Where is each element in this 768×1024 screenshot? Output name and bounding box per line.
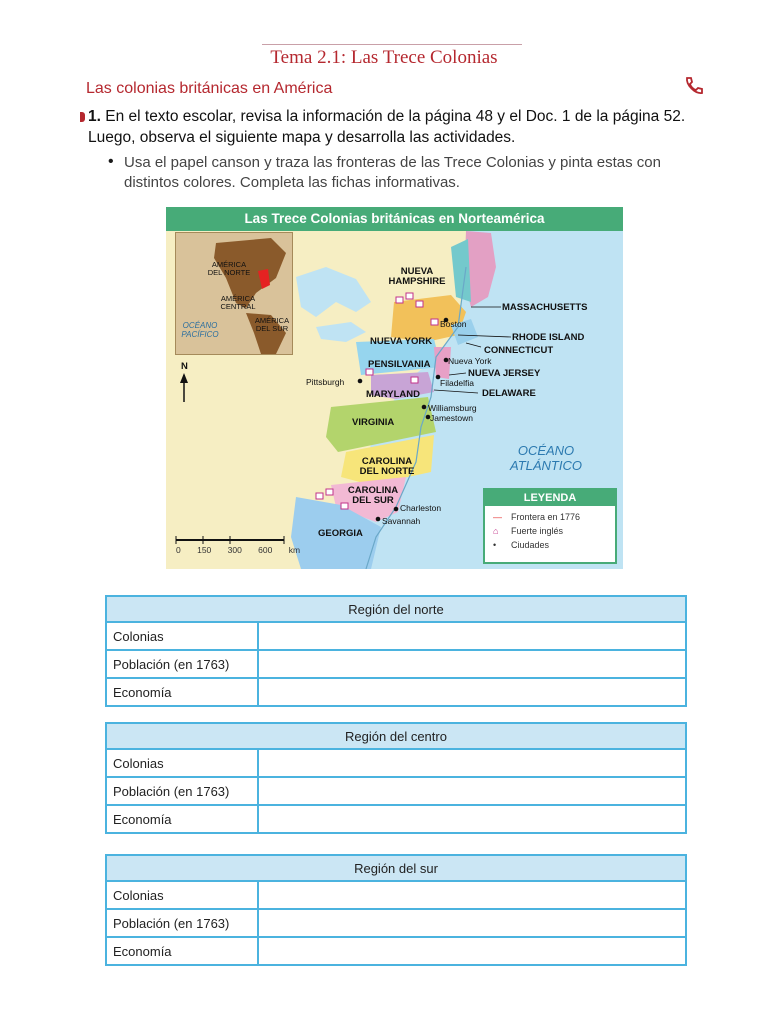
label-south-carolina: CAROLINA DEL SUR [347, 485, 399, 506]
colonies-map [166, 207, 623, 569]
city-savannah: Savannah [382, 516, 421, 526]
answer-cell[interactable] [258, 805, 686, 833]
phone-icon [682, 74, 706, 98]
table-row [106, 881, 686, 909]
row-label: Población (en 1763) [106, 650, 258, 678]
answer-cell[interactable] [258, 650, 686, 678]
legend-item-city: • Ciudades [493, 540, 550, 550]
label-virginia: VIRGINIA [352, 417, 395, 428]
fort-icon [316, 493, 323, 499]
page-title: Tema 2.1: Las Trece Colonias [270, 47, 498, 68]
table-row [106, 937, 686, 965]
inset-label-north: AMÉRICA DEL NORTE [207, 260, 251, 277]
inset-label-south: AMÉRICA DEL SUR [254, 316, 290, 333]
row-label: Colonias [106, 881, 258, 909]
map-legend [483, 488, 617, 564]
row-label: Población (en 1763) [106, 777, 258, 805]
answer-cell[interactable] [258, 909, 686, 937]
city-new-york: Nueva York [448, 356, 492, 366]
label-new-hampshire: NUEVA HAMPSHIRE [388, 266, 446, 287]
table-row [106, 909, 686, 937]
city-dot [358, 379, 363, 384]
scale-label: 0 150 300 600 km [176, 545, 301, 555]
label-georgia: GEORGIA [318, 528, 363, 539]
table-center [105, 722, 687, 834]
answer-cell[interactable] [258, 881, 686, 909]
activity-text: En el texto escolar, revisa la información de la página 48 y el Doc. 1 de la página 52. Luego, observa el siguiente mapa y desarrolla las actividades. [88, 108, 686, 146]
table-row [106, 622, 686, 650]
fort-icon [431, 319, 438, 325]
activity-marker [80, 112, 85, 122]
row-label: Economía [106, 937, 258, 965]
city-jamestown: Jamestown [430, 413, 473, 423]
label-north-carolina: CAROLINA DEL NORTE [359, 456, 415, 477]
city-dot [422, 405, 427, 410]
answer-cell[interactable] [258, 937, 686, 965]
fort-icon [406, 293, 413, 299]
legend-item-border: — Frontera en 1776 [493, 512, 581, 522]
row-label: Población (en 1763) [106, 909, 258, 937]
fort-icon [326, 489, 333, 495]
table-north [105, 595, 687, 707]
label-new-jersey: NUEVA JERSEY [468, 368, 541, 379]
label-massachusetts: MASSACHUSETTS [502, 302, 588, 313]
activity-number: 1. [88, 108, 101, 125]
label-new-york: NUEVA YORK [370, 336, 433, 347]
label-connecticut: CONNECTICUT [484, 345, 554, 356]
answer-cell[interactable] [258, 749, 686, 777]
row-label: Economía [106, 678, 258, 706]
city-williamsburg: Williamsburg [428, 403, 477, 413]
table-row [106, 749, 686, 777]
bullet-dot: • [108, 153, 114, 170]
fort-icon [396, 297, 403, 303]
table-row [106, 678, 686, 706]
table-row [106, 805, 686, 833]
city-dot [376, 517, 381, 522]
inset-map [175, 232, 293, 355]
fort-icon [411, 377, 418, 383]
row-label: Colonias [106, 749, 258, 777]
activity-bullet: Usa el papel canson y traza las fronteras de las Trece Colonias y pinta estas con distintos colores. Completa las fichas informativas. [124, 154, 661, 191]
table-row [106, 777, 686, 805]
label-pennsylvania: PENSILVANIA [368, 359, 431, 370]
fort-icon [416, 301, 423, 307]
row-label: Economía [106, 805, 258, 833]
answer-cell[interactable] [258, 777, 686, 805]
inset-label-ocean: OCÉANO PACÍFICO [181, 321, 219, 339]
map-title: Las Trece Colonias británicas en Norteamérica [166, 207, 623, 231]
legend-item-fort: ⌂ Fuerte inglés [493, 526, 564, 536]
table-title: Región del centro [106, 723, 686, 749]
section-title: Las colonias británicas en América [86, 80, 333, 97]
table-title: Región del sur [106, 855, 686, 881]
answer-cell[interactable] [258, 678, 686, 706]
title-rule [262, 44, 522, 45]
answer-cell[interactable] [258, 622, 686, 650]
row-label: Colonias [106, 622, 258, 650]
label-rhode-island: RHODE ISLAND [512, 332, 585, 343]
label-delaware: DELAWARE [482, 388, 536, 399]
table-row [106, 650, 686, 678]
city-charleston: Charleston [400, 503, 442, 513]
label-maryland: MARYLAND [366, 389, 421, 400]
label-atlantic-ocean: OCÉANO ATLÁNTICO [510, 443, 582, 473]
activity-instruction [88, 106, 688, 148]
table-title: Región del norte [106, 596, 686, 622]
city-boston: Boston [440, 319, 467, 329]
city-dot [394, 507, 399, 512]
inset-label-central: AMÉRICA CENTRAL [220, 294, 256, 311]
legend-title: LEYENDA [485, 490, 615, 506]
city-pittsburgh: Pittsburgh [306, 377, 345, 387]
city-philadelphia: Filadelfia [440, 378, 475, 388]
north-arrow-label: N [181, 361, 188, 372]
table-south [105, 854, 687, 966]
